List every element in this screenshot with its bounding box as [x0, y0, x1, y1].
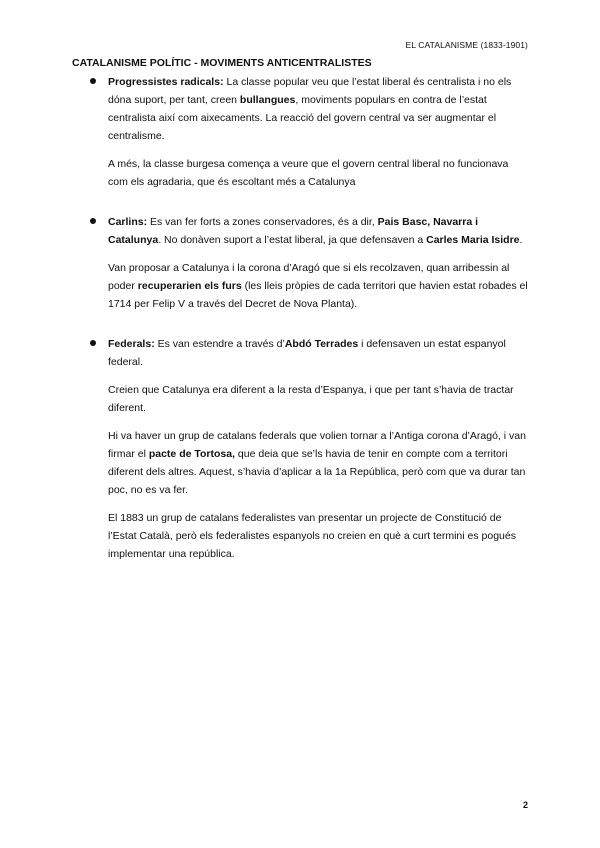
text-run: Creien que Catalunya era diferent a la resta d’Espanya, i que per tant s’havia de tractar diferent. — [108, 384, 514, 414]
page-number: 2 — [522, 800, 528, 810]
list-item — [90, 335, 530, 563]
text-run: , moviments populars en contra de l’estat centralista així com aixecaments. La reacció del govern central va ser augmentar el centralisme. — [108, 94, 497, 142]
text-run: El 1883 un grup de catalans federalistes van presentar un projecte de Constitució de l’Estat Català, però els federalistes espanyols no creien en què a curt termini es pogués implementar una república. — [108, 512, 516, 560]
text-run: Van proposar a Catalunya i la corona d’Aragó que si els recolzaven, quan arribessin al poder — [108, 262, 510, 292]
bold-text: Abdó Terrades — [284, 338, 359, 350]
text-run: La classe popular veu que l’estat liberal és centralista i no els dóna suport, per tant, creen — [108, 76, 512, 106]
bold-text: Federals: — [108, 338, 155, 350]
paragraph — [108, 73, 530, 145]
text-run: A més, la classe burgesa comença a veure que el govern central liberal no funcionava com els agradaria, que és escoltant més a Catalunya — [108, 158, 509, 188]
paragraph — [108, 259, 530, 313]
section-title: CATALANISME POLÍTIC - MOVIMENTS ANTICENTRALISTES — [72, 57, 372, 69]
paragraph — [108, 335, 530, 371]
running-header: EL CATALANISME (1833-1901) — [405, 40, 528, 50]
list-item — [90, 73, 530, 191]
bold-text: recuperarien els furs — [137, 280, 242, 292]
text-run: Es van fer forts a zones conservadores, és a dir, — [147, 216, 378, 228]
paragraph — [108, 427, 530, 499]
bold-text: pacte de Tortosa, — [148, 448, 236, 460]
paragraph — [108, 381, 530, 417]
text-run: Es van estendre a través d’ — [154, 338, 285, 350]
text-run: (les lleis pròpies de cada territori que havien estat robades el 1714 per Felip V a través del Decret de Nova Planta). — [108, 280, 528, 310]
bold-text: bullangues — [239, 94, 296, 106]
bullet-icon — [90, 340, 96, 346]
text-run: Hi va haver un grup de catalans federals que volien tornar a l’Antiga corona d’Aragó, i van firmar el — [108, 430, 526, 460]
bullet-icon — [90, 218, 96, 224]
text-run: que deia que se’ls havia de tenir en compte com a territori diferent dels altres. Aquest, s’havia d’aplicar a la 1a República, però com que va durar tan poc, no es va fer. — [108, 448, 526, 496]
bold-text: Carlins: — [108, 216, 148, 228]
bold-text: Pais Basc, Navarra i Catalunya — [108, 216, 479, 246]
bold-text: Progressistes radicals: — [108, 76, 224, 88]
text-run: . No donàven suport a l’estat liberal, ja que defensaven a — [158, 234, 427, 246]
bullet-icon — [90, 78, 96, 84]
list-item — [90, 213, 530, 313]
bold-text: Carles Maria Isidre — [426, 234, 520, 246]
paragraph — [108, 509, 530, 563]
paragraph — [108, 155, 530, 191]
bullet-list — [90, 73, 530, 563]
text-run: i defensaven un estat espanyol federal. — [108, 338, 506, 368]
paragraph — [108, 213, 530, 249]
text-run: . — [519, 234, 523, 246]
